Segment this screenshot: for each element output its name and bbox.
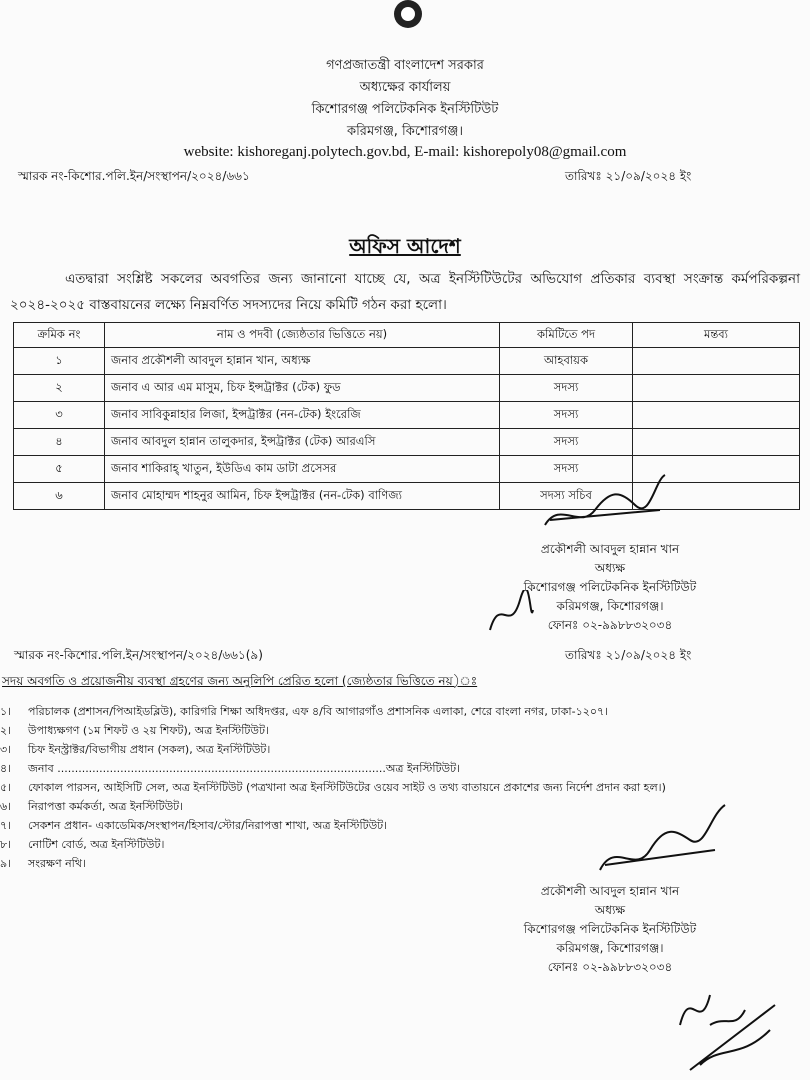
cell-serial: ৪ xyxy=(14,429,105,456)
cell-remark xyxy=(633,402,800,429)
col-serial: ক্রমিক নং xyxy=(14,323,105,348)
list-item xyxy=(0,702,666,721)
list-item xyxy=(0,778,666,797)
item-number: ৯। xyxy=(0,857,12,870)
signatory-institute: কিশোরগঞ্জ পলিটেকনিক ইনস্টিটিউট xyxy=(523,922,697,936)
item-number: ৫। xyxy=(0,781,12,794)
table-row xyxy=(14,429,800,456)
handwritten-date-scribble xyxy=(670,975,780,1075)
item-text: সংরক্ষণ নথি। xyxy=(28,857,86,870)
table-row xyxy=(14,456,800,483)
government-seal-icon xyxy=(390,0,426,36)
body-paragraph: এতদ্বারা সংশ্লিষ্ট সকলের অবগতির জন্য জানানো যাচ্ছে যে, অত্র ইনস্টিটিউটের অভিযোগ প্রতিকার ব্যবস্থা সংক্রান্ত কর্মপরিকল্পনা ২০২৪-২০২৫ বাস্তবায়নের লক্ষ্যে নিম্নবর্ণিত সদস্যদের নিয়ে কমিটি গঠন করা হলো। xyxy=(10,271,800,313)
memo-date-2: তারিখঃ ২১/০৯/২০২৪ ইং xyxy=(565,648,692,662)
cell-remark xyxy=(633,429,800,456)
col-remark: মন্তব্য xyxy=(633,323,800,348)
list-item xyxy=(0,721,666,740)
signatory-name: প্রকৌশলী আবদুল হান্নান খান xyxy=(540,542,680,556)
memo-date: তারিখঃ ২১/০৯/২০২৪ ইং xyxy=(565,169,692,183)
committee-table xyxy=(13,322,800,510)
cell-role: সদস্য সচিব xyxy=(500,483,633,510)
signatory-name: প্রকৌশলী আবদুল হান্নান খান xyxy=(540,884,680,898)
table-header-row xyxy=(14,323,800,348)
signatory-designation: অধ্যক্ষ xyxy=(594,903,626,917)
cell-role: সদস্য xyxy=(500,429,633,456)
list-item xyxy=(0,759,666,778)
handwritten-signature xyxy=(540,470,680,540)
cell-name: জনাব মোহাম্মদ শাহনুর আমিন, চিফ ইন্সট্রাক্টর (নন-টেক) বাণিজ্য xyxy=(105,483,500,510)
table-row xyxy=(14,375,800,402)
cell-serial: ৩ xyxy=(14,402,105,429)
list-item xyxy=(0,740,666,759)
cell-name: জনাব প্রকৌশলী আবদুল হান্নান খান, অধ্যক্ষ xyxy=(105,348,500,375)
item-text: সেকশন প্রধান- একাডেমিক/সংস্থাপন/হিসাব/স্টোর/নিরাপত্তা শাখা, অত্র ইনস্টিটিউট। xyxy=(28,819,388,832)
memo-ref-2: স্মারক নং-কিশোর.পলি.ইন/সংস্থাপন/২০২৪/৬৬১(৯) xyxy=(14,648,263,662)
cell-name: জনাব শাকিরাহ্ খাতুন, ইউডিএ কাম ডাটা প্রসেসর xyxy=(105,456,500,483)
cell-remark xyxy=(633,348,800,375)
cell-serial: ৬ xyxy=(14,483,105,510)
list-item xyxy=(0,835,666,854)
item-number: ৬। xyxy=(0,800,12,813)
col-role: কমিটিতে পদ xyxy=(500,323,633,348)
memo-ref: স্মারক নং-কিশোর.পলি.ইন/সংস্থাপন/২০২৪/৬৬১ xyxy=(18,169,250,183)
item-text: ফোকাল পারসন, আইসিটি সেল, অত্র ইনস্টিটিউট (পত্রখানা অত্র ইনস্টিটিউটের ওয়েব সাইট ও তথ্য বাতায়নে প্রকাশের জন্য নির্দেশ প্রদান করা হল।) xyxy=(28,781,666,794)
item-text: উপাধ্যক্ষগণ (১ম শিফট ও ২য় শিফট), অত্র ইনস্টিটিউট। xyxy=(28,724,269,737)
table-row xyxy=(14,483,800,510)
cell-remark xyxy=(633,375,800,402)
item-number: ৮। xyxy=(0,838,12,851)
cell-role: সদস্য xyxy=(500,402,633,429)
copy-recipient-list xyxy=(0,702,666,873)
cell-serial: ৫ xyxy=(14,456,105,483)
list-item xyxy=(0,797,666,816)
cell-name: জনাব সাবিকুন্নাহার লিজা, ইন্সট্রাক্টর (নন-টেক) ইংরেজি xyxy=(105,402,500,429)
signatory-phone: ফোনঃ ০২-৯৯৮৮৩২০৩৪ xyxy=(547,960,673,974)
item-number: ৪। xyxy=(0,762,12,775)
handwritten-signature-2 xyxy=(590,800,730,880)
cell-role: আহবায়ক xyxy=(500,348,633,375)
signature-block-2 xyxy=(490,882,730,977)
item-number: ৭। xyxy=(0,819,12,832)
col-name: নাম ও পদবী (জ্যেষ্ঠতার ভিত্তিতে নয়) xyxy=(105,323,500,348)
item-text: পরিচালক (প্রশাসন/পিআইডব্লিউ), কারিগরি শিক্ষা অধিদপ্তর, এফ ৪/বি আগারগাঁও প্রশাসনিক এলাকা, শেরে বাংলা নগর, ঢাকা-১২০৭। xyxy=(28,705,609,718)
signatory-institute: কিশোরগঞ্জ পলিটেকনিক ইনস্টিটিউট xyxy=(523,580,697,594)
cell-serial: ২ xyxy=(14,375,105,402)
item-text: জনাব ..............................................................................................অত্র ইনস্টিটিউট। xyxy=(28,762,461,775)
item-number: ৩। xyxy=(0,743,12,756)
item-text: নোটিশ বোর্ড, অত্র ইনস্টিটিউট। xyxy=(28,838,165,851)
cell-serial: ১ xyxy=(14,348,105,375)
cell-name: জনাব আবদুল হান্নান তালুকদার, ইন্সট্রাক্টর (টেক) আরএসি xyxy=(105,429,500,456)
table-row xyxy=(14,402,800,429)
item-text: নিরাপত্তা কর্মকর্তা, অত্র ইনস্টিটিউট। xyxy=(28,800,184,813)
signatory-phone: ফোনঃ ০২-৯৯৮৮৩২০৩৪ xyxy=(547,618,673,632)
signatory-address: করিমগঞ্জ, কিশোরগঞ্জ। xyxy=(556,941,664,955)
item-number: ২। xyxy=(0,724,12,737)
cell-role: সদস্য xyxy=(500,375,633,402)
signatory-designation: অধ্যক্ষ xyxy=(594,561,626,575)
header-line-1: গণপ্রজাতন্ত্রী বাংলাদেশ সরকার xyxy=(326,58,484,73)
copy-intro: সদয় অবগতি ও প্রয়োজনীয় ব্যবস্থা গ্রহণের জন্য অনুলিপি প্রেরিত হলো (জ্যেষ্ঠতার ভিত্তিতে নয়)ঃ xyxy=(2,674,478,688)
table-row xyxy=(14,348,800,375)
list-item xyxy=(0,816,666,835)
cell-role: সদস্য xyxy=(500,456,633,483)
header-address: করিমগঞ্জ, কিশোরগঞ্জ। xyxy=(346,124,463,139)
header-institute: কিশোরগঞ্জ পলিটেকনিক ইনস্টিটিউট xyxy=(311,102,499,117)
signatory-address: করিমগঞ্জ, কিশোরগঞ্জ। xyxy=(556,599,664,613)
page-title: অফিস আদেশ xyxy=(349,234,461,258)
cell-name: জনাব এ আর এম মাসুম, চিফ ইন্সট্রাক্টর (টেক) ফুড xyxy=(105,375,500,402)
header-line-2: অধ্যক্ষের কার্যালয় xyxy=(359,80,451,95)
list-item xyxy=(0,854,666,873)
item-number: ১। xyxy=(0,705,12,718)
header-contact: website: kishoreganj.polytech.gov.bd, E-mail: kishorepoly08@gmail.com xyxy=(183,144,627,160)
item-text: চিফ ইনস্ট্রাক্টর/বিভাগীয় প্রধান (সকল), অত্র ইনস্টিটিউট। xyxy=(28,743,271,756)
initial-scribble xyxy=(485,590,535,640)
